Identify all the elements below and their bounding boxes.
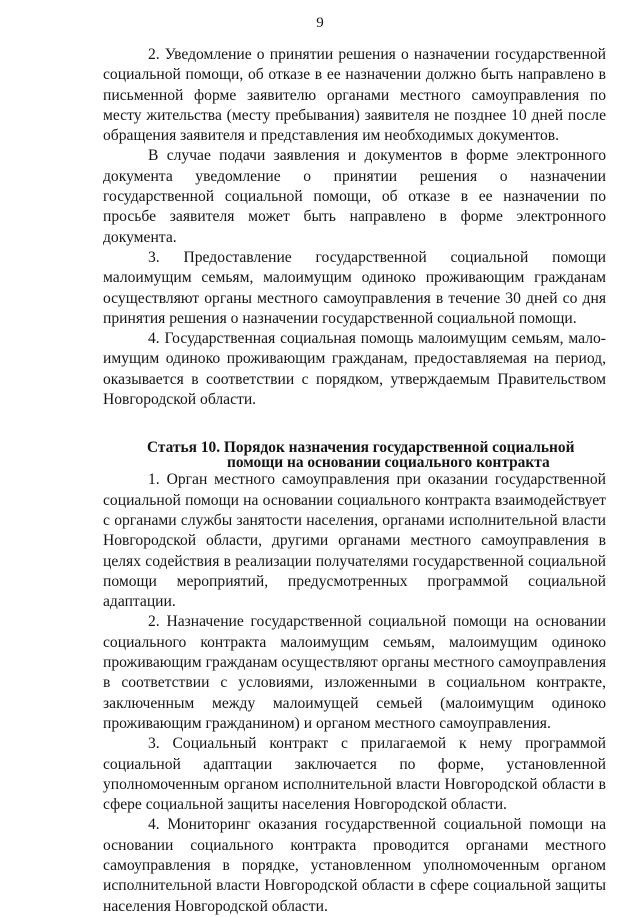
paragraph-article-1: 1. Орган местного самоуправления при оказании государственной социальной помощи на основании социального контракта взаимодействует с органами службы занятости населения, органами исполнительной власти Новгородской области, другими органами местного самоуправления в целях содействия в реализации получателями государственной социальной помощи мероприятий, предусмотренных программой социальной адаптации. xyxy=(103,471,606,611)
article-title-line-2: помощи на основании социального контракта xyxy=(227,454,550,472)
paragraph-provision-period: 4. Государственная социальная помощь малоимущим семьям, малоимущим одиноко проживающим гражданам, предоставляемая на период, оказывается в соответствии с порядком, утверждаемым Правительством Новгородской области. xyxy=(103,330,606,409)
article-heading xyxy=(103,440,606,470)
paragraph-article-4: 4. Мониторинг оказания государственной социальной помощи на основании социального контракта проводится органами местного самоуправления в порядке, установленном уполномоченным органом исполнительной власти Новгородской области в сфере социальной защиты населения Новгородской области. xyxy=(103,816,606,915)
paragraph-provision-term: 3. Предоставление государственной социальной помощи малоимущим семьям, малоимущим одиноко проживающим гражданам осуществляют органы местного самоуправления в течение 30 дней со дня принятия решения о назначении государственной социальной помощи. xyxy=(103,248,606,327)
page-number: 9 xyxy=(316,15,324,31)
paragraph-electronic-form: В случае подачи заявления и документов в форме электронного документа уведомление о принятии решения о назначении государственной социальной помощи, об отказе в ее назначении по просьбе заявителя может быть направлено в форме электронного документа. xyxy=(103,147,606,246)
paragraph-article-2: 2. Назначение государственной социальной помощи на основании социального контракта малоимущим семьям, малоимущим одиноко проживающим гражданам осуществляют органы местного самоуправления в соответствии с условиями, изложенными в социальном контракте, заключенным между малоимущей семьей (малоимущим одиноко проживающим гражданином) и органом местного самоуправления. xyxy=(103,613,606,732)
paragraph-article-3: 3. Социальный контракт с прилагаемой к нему программой социальной адаптации заключается по форме, установленной уполномоченным органом исполнительной власти Новгородской области в сфере социальной защиты населения Новгородской области. xyxy=(103,735,606,814)
document-body xyxy=(103,45,606,917)
article-title-line-1: Статья 10. Порядок назначения государственной социальной xyxy=(147,439,575,457)
paragraph-notification: 2. Уведомление о принятии решения о назначении государственной социальной помощи, об отказе в ее назначении должно быть направлено в письменной форме заявителю органами местного самоуправления по месту жительства (месту пребывания) заявителя не позднее 10 дней после обращения заявителя и представления им необходимых документов. xyxy=(103,46,606,145)
